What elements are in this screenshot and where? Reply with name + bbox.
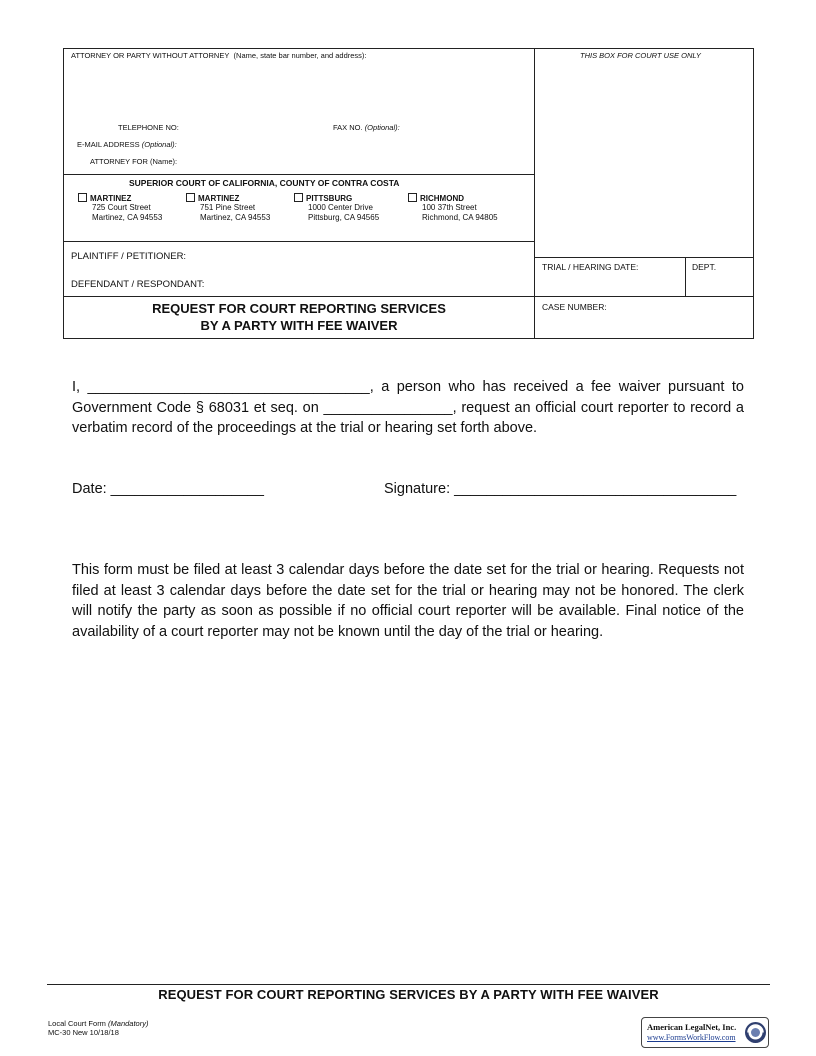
fax-label: FAX NO. (Optional): [333,123,400,132]
telephone-label: TELEPHONE NO: [118,123,179,132]
divider [64,241,534,242]
location-pittsburg[interactable]: PITTSBURG 1000 Center Drive Pittsburg, CA 94565 [294,193,379,222]
attorney-for-label: ATTORNEY FOR (Name): [90,157,178,166]
court-use-label: THIS BOX FOR COURT USE ONLY [580,51,701,60]
logo-name: American LegalNet, Inc. [647,1022,737,1032]
case-number-label: CASE NUMBER: [542,302,607,312]
request-statement[interactable]: I, ___________________________________, a person who has received a fee waiver pursuant to Government Code § 68031 et seq. on ________________, request an official court reporter to record a verbatim record of the proceedings at the trial or hearing set forth above. [72,379,744,436]
location-martinez-2[interactable]: MARTINEZ 751 Pine Street Martinez, CA 94553 [186,193,270,222]
email-label: E-MAIL ADDRESS (Optional): [77,140,177,149]
american-legalnet-logo [641,1017,769,1048]
divider [64,174,534,175]
checkbox[interactable] [294,193,303,202]
footer-title: REQUEST FOR COURT REPORTING SERVICES BY A PARTY WITH FEE WAIVER [158,987,659,1002]
location-richmond[interactable]: RICHMOND 100 37th Street Richmond, CA 94805 [408,193,498,222]
dept-label: DEPT. [692,262,717,272]
attorney-label: ATTORNEY OR PARTY WITHOUT ATTORNEY (Name, state bar number, and address): [71,51,367,60]
footer-divider [47,984,770,985]
defendant-label: DEFENDANT / RESPONDANT: [71,279,205,290]
divider [64,296,754,297]
checkbox[interactable] [408,193,417,202]
checkbox[interactable] [186,193,195,202]
form-title: REQUEST FOR COURT REPORTING SERVICES BY A PARTY WITH FEE WAIVER [152,301,446,333]
logo-url[interactable]: www.FormsWorkFlow.com [647,1033,736,1042]
form-info: Local Court Form (Mandatory) MC-30 New 10/18/18 [48,1019,149,1037]
logo-globe-icon [744,1021,767,1044]
court-name: SUPERIOR COURT OF CALIFORNIA, COUNTY OF CONTRA COSTA [129,178,400,188]
plaintiff-label: PLAINTIFF / PETITIONER: [71,251,187,262]
trial-date-label: TRIAL / HEARING DATE: [542,262,639,272]
divider [534,257,754,258]
filing-notice: This form must be filed at least 3 calendar days before the date set for the trial or hearing. Requests not filed at least 3 calendar days before the date set for the trial or hearing may not be honored. The clerk will notify the party as soon as possible if no official court reporter will be available. Final notice of the availability of a court reporter may not be known until the day of the trial or hearing. [72,562,744,640]
divider [685,257,686,297]
signature-field[interactable]: Signature: ___________________________________ [384,481,737,497]
date-field[interactable]: Date: ___________________ [72,481,264,497]
location-martinez-1[interactable]: MARTINEZ 725 Court Street Martinez, CA 94553 [78,193,162,222]
checkbox[interactable] [78,193,87,202]
